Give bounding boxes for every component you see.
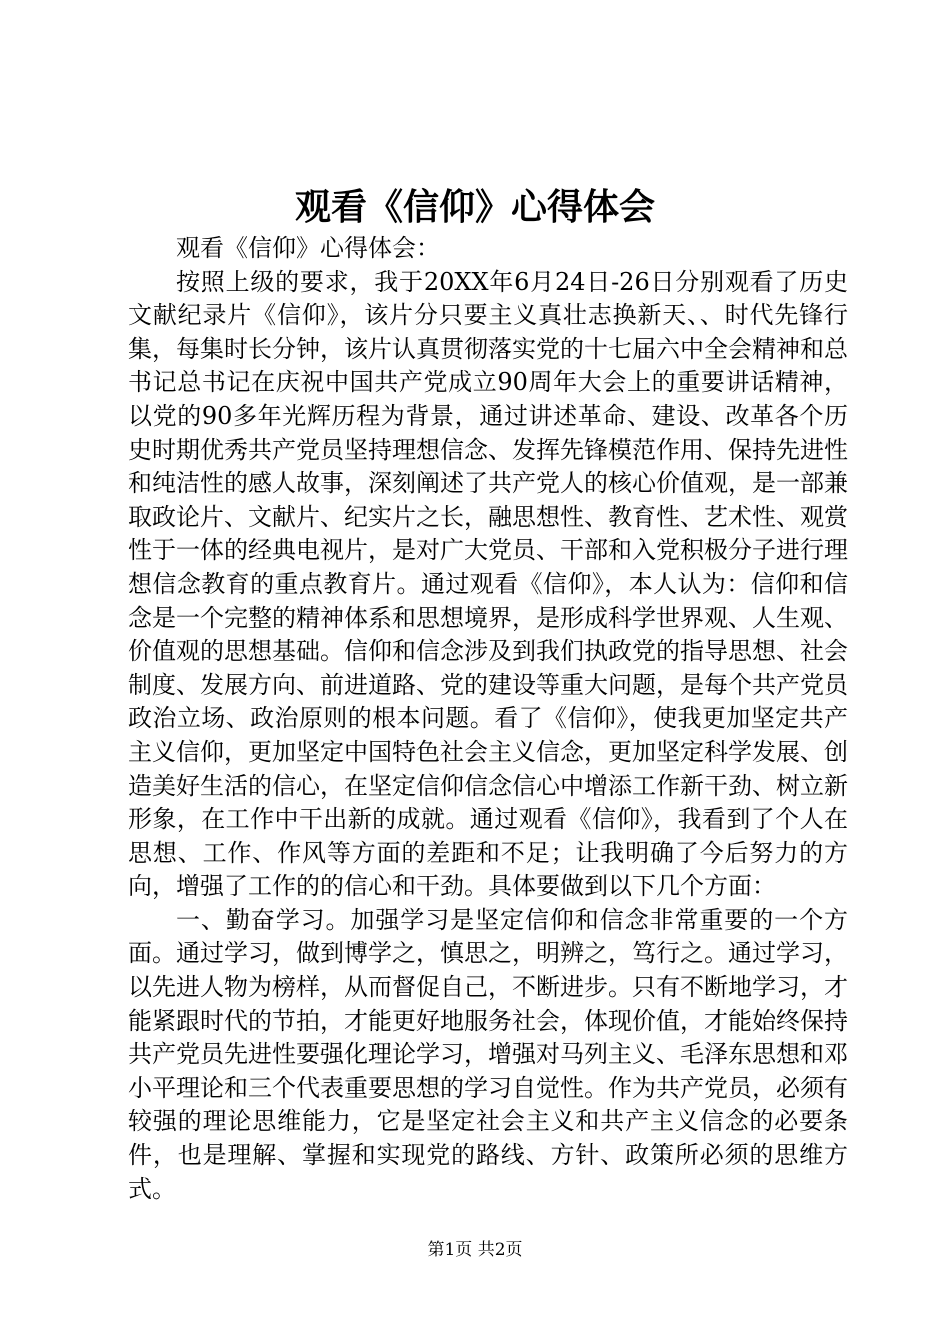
main-paragraph: 按照上级的要求，我于20XX年6月24日-26日分别观看了历史文献纪录片《信仰》，该片分只要主义真壮志换新天、、时代先锋行集，每集时长分钟，该片认真贯彻落实党的十七届六中全会精神和总书记总书记在庆祝中国共产党成立90周年大会上的重要讲话精神，以党的90多年光辉历程为背景，通过讲述革命、建设、改革各个历史时期优秀共产党员坚持理想信念、发挥先锋模范作用、保持先进性和纯洁性的感人故事，深刻阐述了共产党人的核心价值观，是一部兼取政论片、文献片、纪实片之长，融思想性、教育性、艺术性、观赏性于一体的经典电视片，是对广大党员、干部和入党积极分子进行理想信念教育的重点教育片。通过观看《信仰》，本人认为：信仰和信念是一个完整的精神体系和思想境界，是形成科学世界观、人生观、价值观的思想基础。信仰和信念涉及到我们执政党的指导思想、社会制度、发展方向、前进道路、党的建设等重大问题，是每个共产党员政治立场、政治原则的根本问题。看了《信仰》，使我更加坚定共产主义信仰，更加坚定中国特色社会主义信念，更加坚定科学发展、创造美好生活的信心，在坚定信仰信念信心中增添工作新干劲、树立新形象，在工作中干出新的成就。通过观看《信仰》，我看到了个人在思想、工作、作风等方面的差距和不足；让我明确了今后努力的方向，增强了工作的的信心和干劲。具体要做到以下几个方面： — [128, 267, 848, 901]
page-number-footer: 第1页 共2页 — [427, 1240, 523, 1260]
document-title: 观看《信仰》心得体会 — [294, 186, 655, 228]
document-body — [128, 232, 848, 1206]
intro-paragraph: 观看《信仰》心得体会： — [176, 234, 440, 262]
study-paragraph: 一、勤奋学习。加强学习是坚定信仰和信念非常重要的一个方面。通过学习，做到博学之，慎思之，明辨之，笃行之。通过学习，以先进人物为榜样，从而督促自己，不断进步。只有不断地学习，才能紧跟时代的节拍，才能更好地服务社会，体现价值，才能始终保持共产党员先进性要强化理论学习，增强对马列主义、毛泽东思想和邓小平理论和三个代表重要思想的学习自觉性。作为共产党员，必须有较强的理论思维能力，它是坚定社会主义和共产主义信念的必要条件，也是理解、掌握和实现党的路线、方针、政策所必须的思维方式。 — [128, 905, 848, 1203]
